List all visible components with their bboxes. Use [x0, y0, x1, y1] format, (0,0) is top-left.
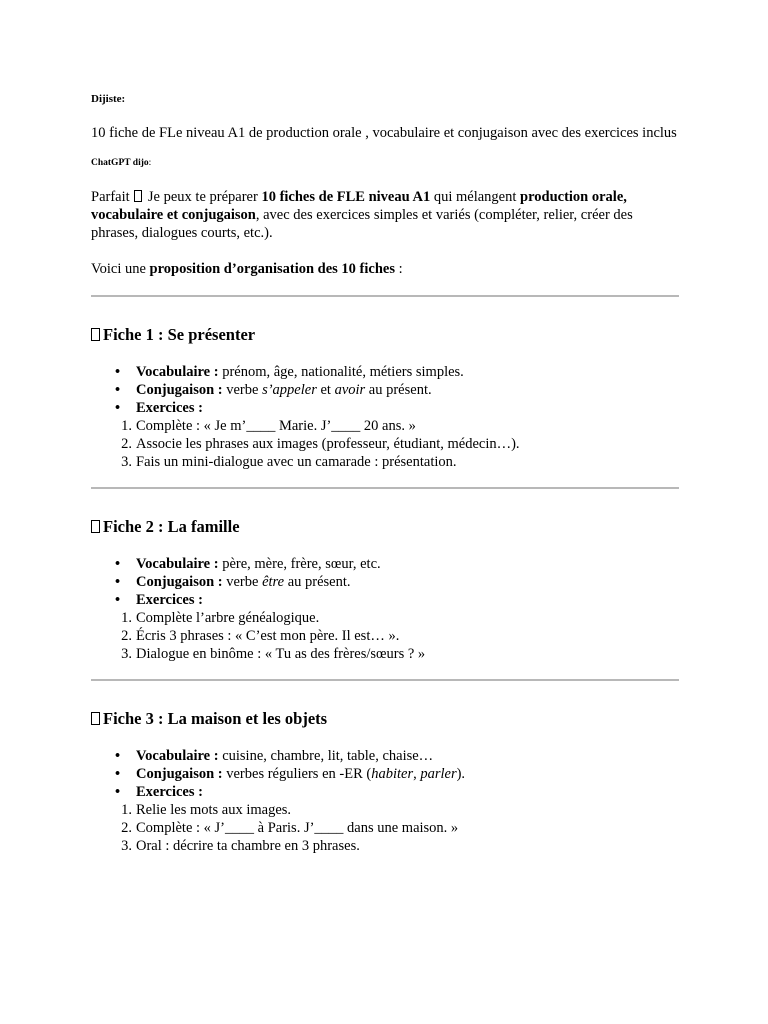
- fiche-title: [91, 709, 679, 729]
- exercise-number: 2.: [121, 820, 132, 836]
- conjugation-item: [91, 765, 679, 783]
- conjugation-verb: habiter: [371, 766, 414, 782]
- vocabulary-item: [91, 555, 679, 573]
- fiche-details: [91, 555, 679, 609]
- vocabulary-label: Vocabulaire :: [136, 556, 219, 572]
- exercise-item: [91, 801, 679, 819]
- exercise-number: 3.: [121, 646, 132, 662]
- vocabulary-label: Vocabulaire :: [136, 364, 219, 380]
- exercises-item: [91, 399, 679, 417]
- assistant-speaker-label: [91, 156, 679, 170]
- exercise-text: Complète : « J’____ à Paris. J’____ dans une maison. »: [136, 820, 459, 836]
- vocabulary-label: Vocabulaire :: [136, 748, 219, 764]
- intro-text-d: , avec des exercices simples et variés (compléter, relier, créer des phrases, dialogues courts, etc.).: [91, 207, 633, 241]
- exercise-text: Relie les mots aux images.: [136, 802, 292, 818]
- conjugation-text: ).: [456, 766, 466, 782]
- divider: [91, 679, 679, 681]
- intro-text-c: qui mélangent: [430, 189, 521, 205]
- assistant-label-text: ChatGPT dijo: [91, 158, 149, 168]
- fiche-title-text: Fiche 2 : La famille: [103, 517, 240, 536]
- conjugation-text: verbe: [222, 382, 263, 398]
- conjugation-text: et: [316, 382, 335, 398]
- missing-glyph-icon: [91, 520, 100, 533]
- exercise-number: 2.: [121, 628, 132, 644]
- exercise-number: 1.: [121, 802, 132, 818]
- vocabulary-text: cuisine, chambre, lit, table, chaise…: [218, 748, 434, 764]
- exercise-item: [91, 645, 679, 663]
- exercise-item: [91, 627, 679, 645]
- exercise-list: [91, 609, 679, 663]
- exercise-list: [91, 801, 679, 855]
- proposition-text-b: :: [395, 261, 403, 277]
- exercise-item: [91, 819, 679, 837]
- fiche-title-text: Fiche 3 : La maison et les objets: [103, 709, 328, 728]
- exercise-text: Complète l’arbre généalogique.: [136, 610, 320, 626]
- exercise-item: [91, 417, 679, 435]
- conjugation-item: [91, 381, 679, 399]
- exercise-text: Complète : « Je m’____ Marie. J’____ 20 ans. »: [136, 418, 416, 434]
- fiche-1: [91, 325, 679, 471]
- conjugation-verb: s’appeler: [262, 382, 317, 398]
- exercise-text: Dialogue en binôme : « Tu as des frères/sœurs ? »: [136, 646, 426, 662]
- conjugation-label: Conjugaison :: [136, 382, 223, 398]
- exercise-list: [91, 417, 679, 471]
- fiche-2: [91, 517, 679, 663]
- exercises-item: [91, 591, 679, 609]
- fiche-3: [91, 709, 679, 855]
- conjugation-verb: parler: [420, 766, 457, 782]
- exercise-number: 1.: [121, 610, 132, 626]
- exercises-label: Exercices :: [136, 592, 203, 608]
- divider: [91, 295, 679, 297]
- vocabulary-item: [91, 363, 679, 381]
- exercise-number: 3.: [121, 454, 132, 470]
- exercises-label: Exercices :: [136, 784, 203, 800]
- fiche-details: [91, 363, 679, 417]
- conjugation-text: ,: [413, 766, 421, 782]
- fiche-title: [91, 325, 679, 345]
- exercise-item: [91, 453, 679, 471]
- conjugation-verb: être: [262, 574, 285, 590]
- exercise-text: Oral : décrire ta chambre en 3 phrases.: [136, 838, 360, 854]
- assistant-label-colon: :: [148, 158, 152, 168]
- conjugation-text: verbes réguliers en -ER (: [222, 766, 372, 782]
- document-page: [91, 92, 679, 855]
- conjugation-text: au présent.: [284, 574, 351, 590]
- conjugation-text: verbe: [222, 574, 263, 590]
- conjugation-label: Conjugaison :: [136, 766, 223, 782]
- proposition-text-a: Voici une: [91, 261, 150, 277]
- exercises-item: [91, 783, 679, 801]
- conjugation-item: [91, 573, 679, 591]
- assistant-intro: [91, 188, 679, 242]
- intro-bold-2: production orale, vocabulaire et conjugaison: [91, 189, 627, 223]
- fiche-title-text: Fiche 1 : Se présenter: [103, 325, 256, 344]
- missing-glyph-icon: [134, 190, 142, 202]
- exercises-label: Exercices :: [136, 400, 203, 416]
- exercise-number: 2.: [121, 436, 132, 452]
- exercise-text: Écris 3 phrases : « C’est mon père. Il est… ».: [136, 628, 400, 644]
- exercise-item: [91, 837, 679, 855]
- conjugation-verb: avoir: [334, 382, 366, 398]
- intro-bold-1: 10 fiches de FLE niveau A1: [261, 189, 431, 205]
- missing-glyph-icon: [91, 328, 100, 341]
- user-message: 10 fiche de FLe niveau A1 de production orale , vocabulaire et conjugaison avec des exercices inclus: [91, 125, 677, 141]
- intro-proposition: [91, 260, 679, 278]
- exercise-number: 1.: [121, 418, 132, 434]
- fiche-title: [91, 517, 679, 537]
- exercise-text: Fais un mini-dialogue avec un camarade : présentation.: [136, 454, 457, 470]
- exercise-number: 3.: [121, 838, 132, 854]
- vocabulary-text: prénom, âge, nationalité, métiers simples.: [218, 364, 464, 380]
- conjugation-text: au présent.: [365, 382, 432, 398]
- exercise-item: [91, 609, 679, 627]
- vocabulary-item: [91, 747, 679, 765]
- vocabulary-text: père, mère, frère, sœur, etc.: [218, 556, 381, 572]
- intro-text-b: Je peux te préparer: [144, 189, 262, 205]
- proposition-bold: proposition d’organisation des 10 fiches: [149, 261, 395, 277]
- intro-parfait: Parfait: [91, 189, 130, 205]
- conjugation-label: Conjugaison :: [136, 574, 223, 590]
- fiche-details: [91, 747, 679, 801]
- exercise-item: [91, 435, 679, 453]
- exercise-text: Associe les phrases aux images (professeur, étudiant, médecin…).: [136, 436, 520, 452]
- missing-glyph-icon: [91, 712, 100, 725]
- divider: [91, 487, 679, 489]
- user-speaker-label: Dijiste:: [91, 93, 126, 105]
